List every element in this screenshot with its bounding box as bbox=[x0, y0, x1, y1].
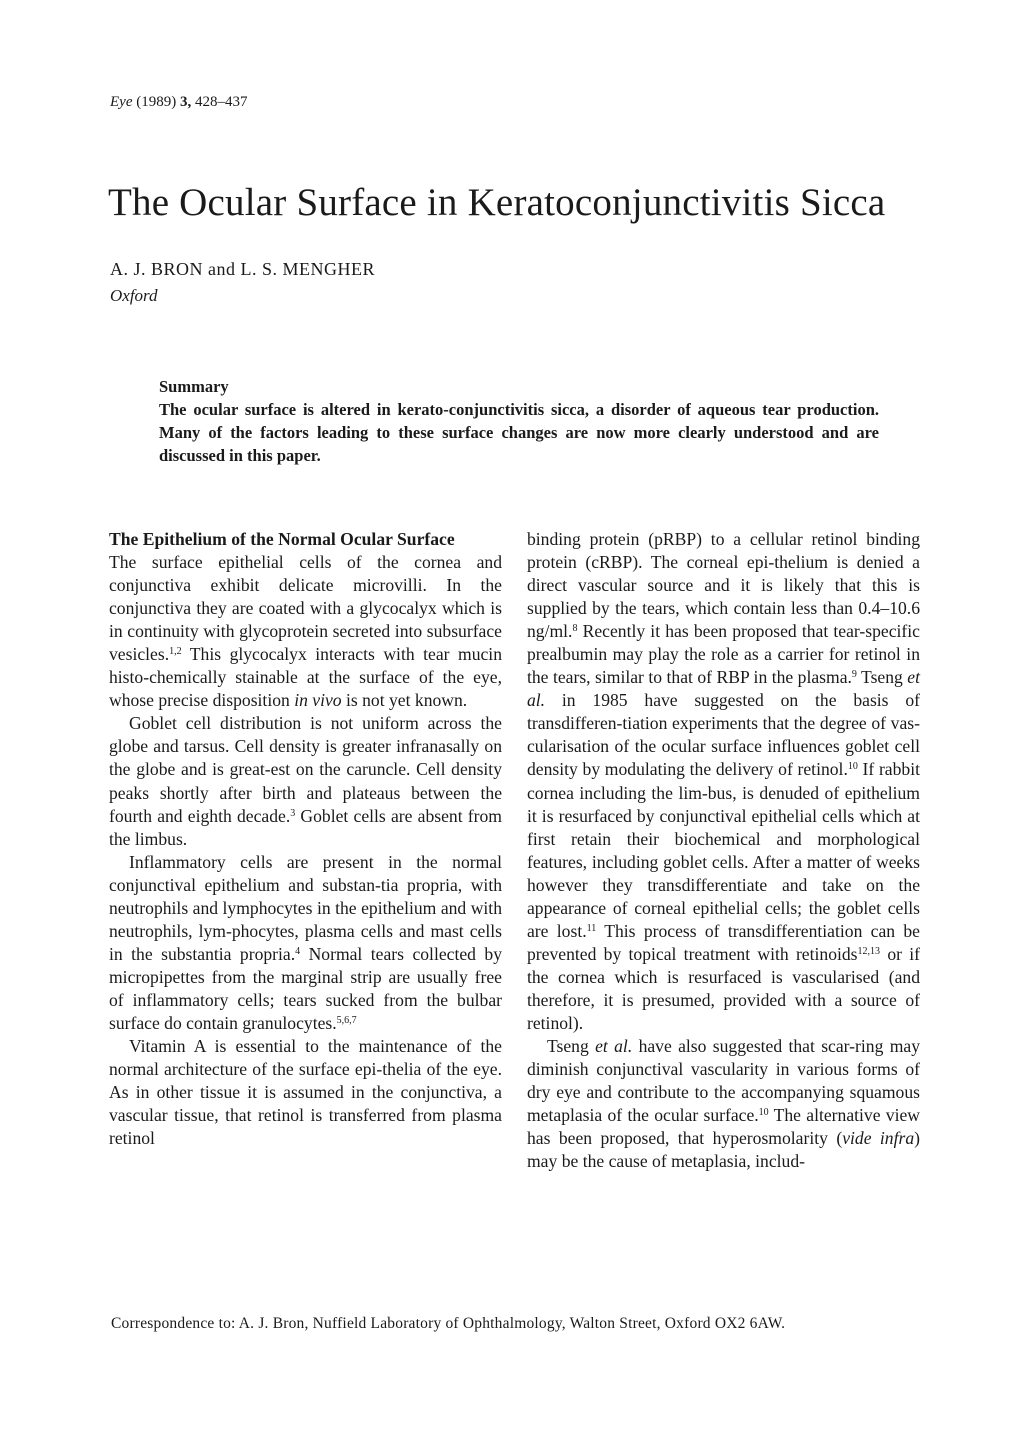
citation-ref: 3 bbox=[290, 807, 296, 819]
citation-ref: 8 bbox=[572, 623, 578, 635]
citation-ref: 10 bbox=[758, 1107, 769, 1119]
left-column bbox=[109, 528, 502, 1150]
journal-pages: 428–437 bbox=[194, 94, 248, 110]
citation-ref: 10 bbox=[847, 761, 858, 773]
citation-ref: 11 bbox=[586, 922, 597, 934]
paragraph: Goblet cell distribution is not uniform across the globe and tarsus. Cell density is greater infranasally on the globe and is great-est on the caruncle. Cell density peaks shortly after birth and plateaus between the fourth and eighth decade.$^3$ Goblet cells are absent from the limbus. bbox=[109, 713, 502, 849]
citation-ref: 9 bbox=[851, 669, 857, 681]
journal-citation bbox=[110, 94, 247, 111]
article-affiliation: Oxford bbox=[110, 286, 158, 305]
correspondence-footnote: Correspondence to: A. J. Bron, Nuffield Laboratory of Ophthalmology, Walton Street, Oxford OX2 6AW. bbox=[111, 1315, 786, 1332]
citation-ref: 4 bbox=[295, 945, 301, 957]
journal-volume: 3, bbox=[179, 94, 192, 110]
section-heading: The Epithelium of the Normal Ocular Surface bbox=[109, 529, 455, 549]
article-title: The Ocular Surface in Keratoconjunctivitis Sicca bbox=[108, 181, 886, 224]
right-column bbox=[527, 528, 920, 1173]
article-authors: A. J. BRON and L. S. MENGHER bbox=[110, 259, 376, 279]
summary-heading: Summary bbox=[159, 377, 229, 396]
paragraph: Vitamin A is essential to the maintenance of the normal architecture of the surface epi-thelia of the eye. As in other tissue it is assumed in the conjunctiva, a vascular tissue, that retinol is transferred from plasma retinol bbox=[109, 1036, 502, 1149]
citation-ref: 1,2 bbox=[169, 646, 182, 658]
citation-ref: 5,6,7 bbox=[336, 1014, 357, 1026]
summary-text: The ocular surface is altered in kerato-conjunctivitis sicca, a disorder of aqueous tear production. Many of the factors leading to these surface changes are now more clearly understood and are discussed in this paper. bbox=[159, 400, 879, 465]
journal-year: (1989) bbox=[136, 94, 177, 110]
journal-name: Eye bbox=[110, 94, 133, 110]
citation-ref: 12,13 bbox=[857, 945, 881, 957]
summary-block bbox=[159, 375, 879, 467]
paragraph: The surface epithelial cells of the cornea and conjunctiva exhibit delicate microvilli. In the conjunctiva they are coated with a glycocalyx which is in continuity with glycoprotein secreted into subsurface vesicles.$^{1,2}$ This glycocalyx interacts with tear mucin histo-chemically stainable at the surface of the eye, whose precise disposition in vivo is not yet known. bbox=[109, 552, 502, 711]
paragraph: Inflammatory cells are present in the normal conjunctival epithelium and substan-tia propria, with neutrophils and lymphocytes in the epithelium and with neutrophils, lym-phocytes, plasma cells and mast cells in the substantia propria.$^4$ Normal tears collected by micropipettes from the marginal strip are usually free of inflammatory cells; tears sucked from the bulbar surface do contain granulocytes.$^{5,6,7}$ bbox=[109, 851, 502, 1033]
paragraph: binding protein (pRBP) to a cellular retinol binding protein (cRBP). The corneal epi-thelium is denied a direct vascular source and it is likely that this is supplied by the tears, which contain less than 0.4–10.6 ng/ml.$^8$ Recently it has been proposed that tear-specific prealbumin may play the role as a carrier for retinol in the tears, similar to that of RBP in the plasma.$^9$ Tseng et al. in 1985 have suggested on the basis of transdifferen-tiation experiments that the degree of vas-cularisation of the ocular surface influences goblet cell density by modulating the delivery of retinol.$^{10}$ If rabbit cornea including the lim-bus, is denuded of epithelium it is resurfaced by conjunctival epithelial cells which at first retain their biochemical and morphological features, including goblet cells. After a matter of weeks however they transdifferentiate and take on the appearance of corneal epithelial cells; the goblet cells are lost.$^{11}$ This process of transdifferentiation can be prevented by topical treatment with retinoids$^{12,13}$ or if the cornea which is resurfaced is vascularised (and therefore, it is presumed, provided with a source of retinol). bbox=[527, 529, 920, 1033]
paragraph: Tseng et al. have also suggested that scar-ring may diminish conjunctival vascularity in various forms of dry eye and contribute to the accompanying squamous metaplasia of the ocular surface.$^{10}$ The alternative view has been proposed, that hyperosmolarity (vide infra) may be the cause of metaplasia, includ- bbox=[527, 1036, 921, 1172]
